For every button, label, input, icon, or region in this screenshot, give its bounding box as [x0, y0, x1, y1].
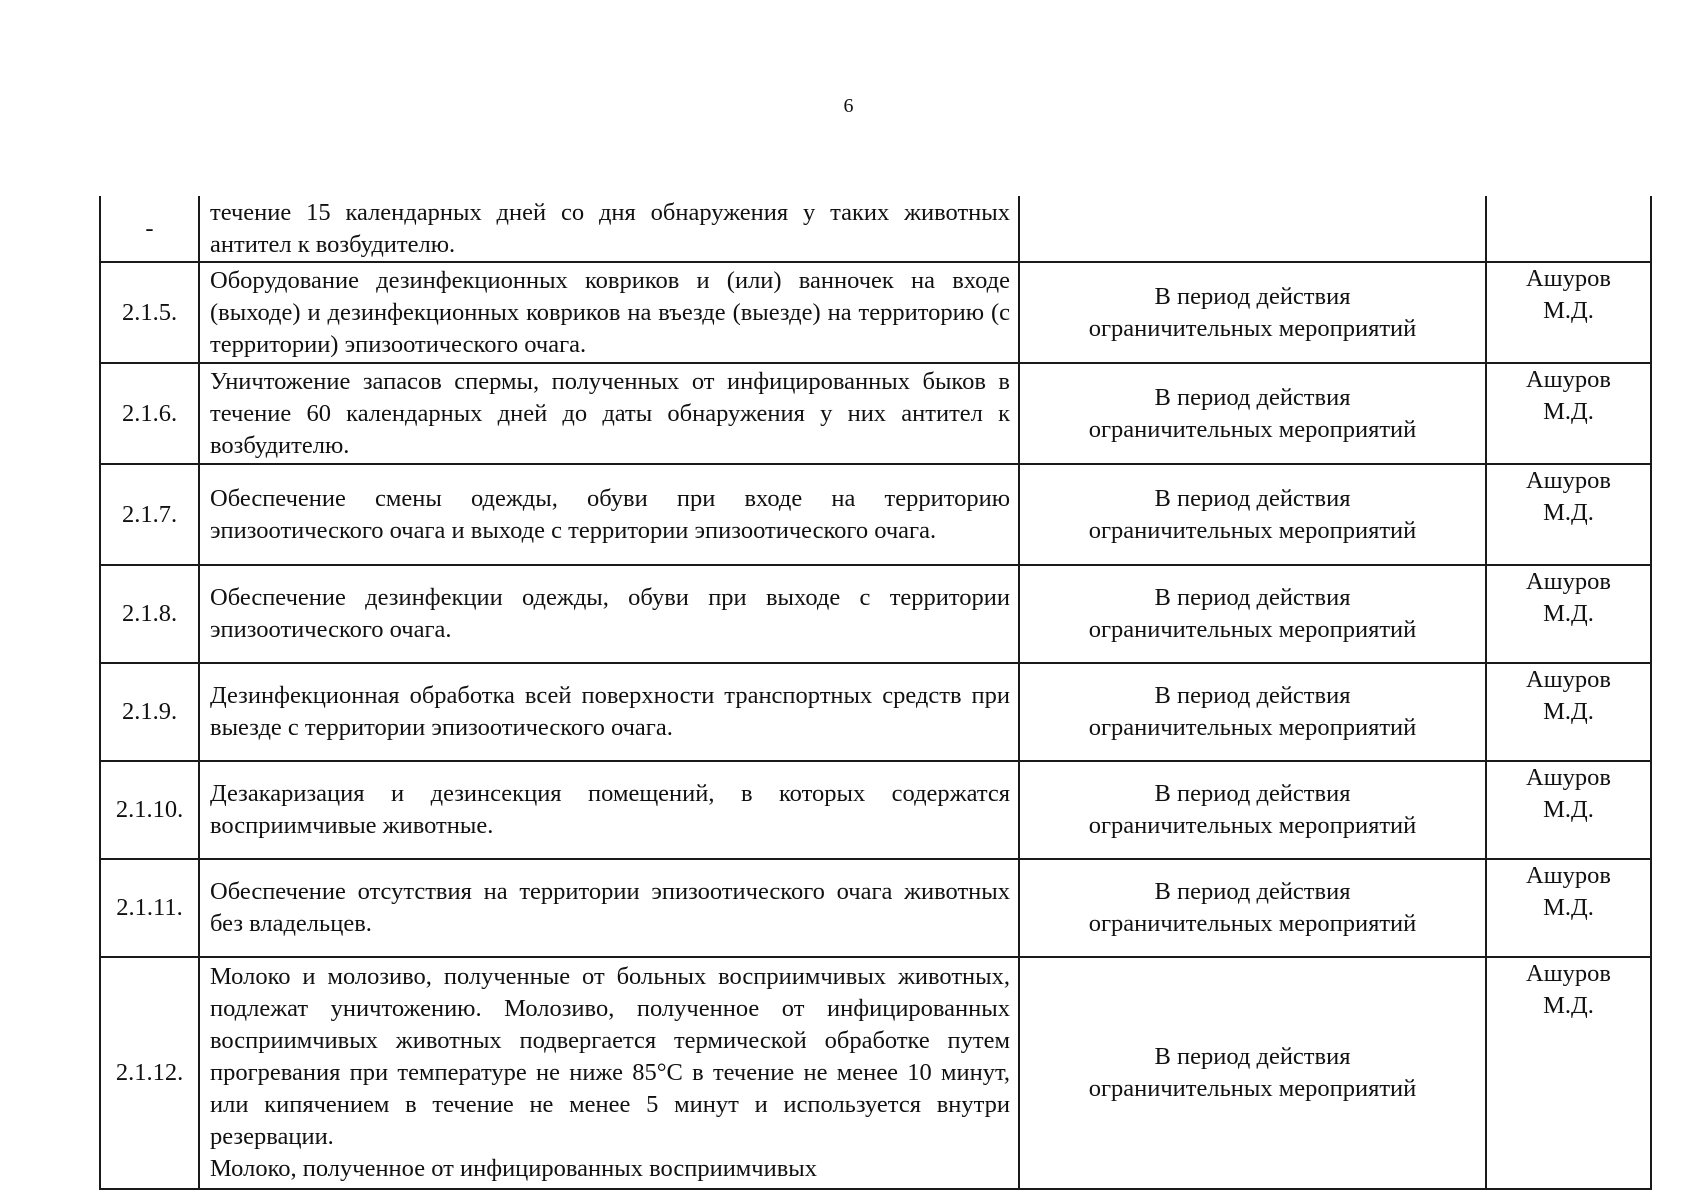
period-line: В период действия — [1154, 484, 1351, 512]
period-line: В период действия — [1154, 282, 1351, 310]
period-line: В период действия — [1154, 878, 1351, 905]
table-row — [100, 565, 1651, 663]
row-period — [1019, 957, 1486, 1189]
row-number: 2.1.11. — [100, 859, 199, 957]
period-line: В период действия — [1154, 780, 1351, 807]
row-period — [1019, 663, 1486, 761]
row-number: 2.1.7. — [100, 464, 199, 565]
responsible-name: Ашуров — [1526, 265, 1611, 292]
row-description: Обеспечение смены одежды, обуви при входе на территорию эпизоотического очага и выходе с территории эпизоотического очага. — [199, 464, 1019, 565]
row-description: Уничтожение запасов спермы, полученных от инфицированных быков в течение 60 календарных дней до даты обнаружения у них антител к возбудителю. — [199, 363, 1019, 464]
table-row — [100, 262, 1651, 363]
row-period — [1019, 196, 1486, 262]
period-line: ограничительных мероприятий — [1088, 1075, 1417, 1102]
row-number: - — [100, 196, 199, 262]
row-responsible — [1486, 663, 1651, 761]
table-row — [100, 761, 1651, 859]
row-responsible — [1486, 196, 1651, 262]
responsible-name: Ашуров — [1526, 862, 1611, 889]
row-description: Обеспечение дезинфекции одежды, обуви при выходе с территории эпизоотического очага. — [199, 565, 1019, 663]
responsible-initials: М.Д. — [1543, 796, 1594, 823]
row-period — [1019, 464, 1486, 565]
row-responsible — [1486, 464, 1651, 565]
row-period — [1019, 565, 1486, 663]
row-period — [1019, 262, 1486, 363]
measures-table — [99, 196, 1652, 1190]
responsible-initials: М.Д. — [1543, 894, 1594, 921]
responsible-name: Ашуров — [1526, 467, 1611, 494]
period-line: В период действия — [1154, 584, 1351, 611]
row-number: 2.1.10. — [100, 761, 199, 859]
responsible-name: Ашуров — [1526, 366, 1611, 393]
period-line: ограничительных мероприятий — [1088, 616, 1417, 643]
row-period — [1019, 761, 1486, 859]
row-period — [1019, 363, 1486, 464]
table-row — [100, 363, 1651, 464]
responsible-name: Ашуров — [1526, 764, 1611, 791]
row-period — [1019, 859, 1486, 957]
row-description: Дезинфекционная обработка всей поверхности транспортных средств при выезде с территории эпизоотического очага. — [199, 663, 1019, 761]
row-number: 2.1.12. — [100, 957, 199, 1189]
row-description: Обеспечение отсутствия на территории эпизоотического очага животных без владельцев. — [199, 859, 1019, 957]
period-line: ограничительных мероприятий — [1088, 910, 1417, 937]
responsible-initials: М.Д. — [1543, 297, 1594, 324]
period-line: В период действия — [1154, 682, 1351, 709]
period-line: В период действия — [1154, 1043, 1351, 1070]
row-responsible — [1486, 262, 1651, 363]
responsible-name: Ашуров — [1526, 960, 1611, 987]
row-description: Дезакаризация и дезинсекция помещений, в которых содержатся восприимчивые животные. — [199, 761, 1019, 859]
responsible-initials: М.Д. — [1543, 698, 1594, 725]
page-number: 6 — [843, 95, 854, 117]
row-responsible — [1486, 565, 1651, 663]
row-number: 2.1.5. — [100, 262, 199, 363]
row-responsible — [1486, 957, 1651, 1189]
table-row — [100, 196, 1651, 262]
row-responsible — [1486, 859, 1651, 957]
period-line: ограничительных мероприятий — [1088, 314, 1417, 342]
responsible-name: Ашуров — [1526, 568, 1611, 595]
responsible-initials: М.Д. — [1543, 499, 1594, 526]
row-description-continued: Молоко, полученное от инфицированных восприимчивых — [210, 1155, 818, 1182]
period-line: ограничительных мероприятий — [1088, 516, 1417, 544]
row-number: 2.1.6. — [100, 363, 199, 464]
row-responsible — [1486, 363, 1651, 464]
row-description — [199, 957, 1019, 1189]
row-description-text: Молоко и молозиво, полученные от больных восприимчивых животных, подлежат уничтожению. Молозиво, полученное от инфицированных восприимчивых животных подвергается термической обработке путем прогревания при температуре не ниже 85°С в течение не менее 10 минут, или кипячением в течение не менее 5 минут и используется внутри резервации. — [210, 963, 1010, 1150]
responsible-initials: М.Д. — [1543, 992, 1594, 1019]
table-row — [100, 859, 1651, 957]
table-row — [100, 464, 1651, 565]
responsible-name: Ашуров — [1526, 666, 1611, 693]
table-row — [100, 663, 1651, 761]
row-number: 2.1.9. — [100, 663, 199, 761]
period-line: ограничительных мероприятий — [1088, 812, 1417, 839]
period-line: ограничительных мероприятий — [1088, 415, 1417, 443]
row-description: течение 15 календарных дней со дня обнаружения у таких животных антител к возбудителю. — [199, 196, 1019, 262]
responsible-initials: М.Д. — [1543, 398, 1594, 425]
row-responsible — [1486, 761, 1651, 859]
period-line: В период действия — [1154, 383, 1351, 411]
row-description: Оборудование дезинфекционных ковриков и (или) ванночек на входе (выходе) и дезинфекционных ковриков на въезде (выезде) на территорию (с территории) эпизоотического очага. — [199, 262, 1019, 363]
row-number: 2.1.8. — [100, 565, 199, 663]
table-row — [100, 957, 1651, 1189]
responsible-initials: М.Д. — [1543, 600, 1594, 627]
period-line: ограничительных мероприятий — [1088, 714, 1417, 741]
